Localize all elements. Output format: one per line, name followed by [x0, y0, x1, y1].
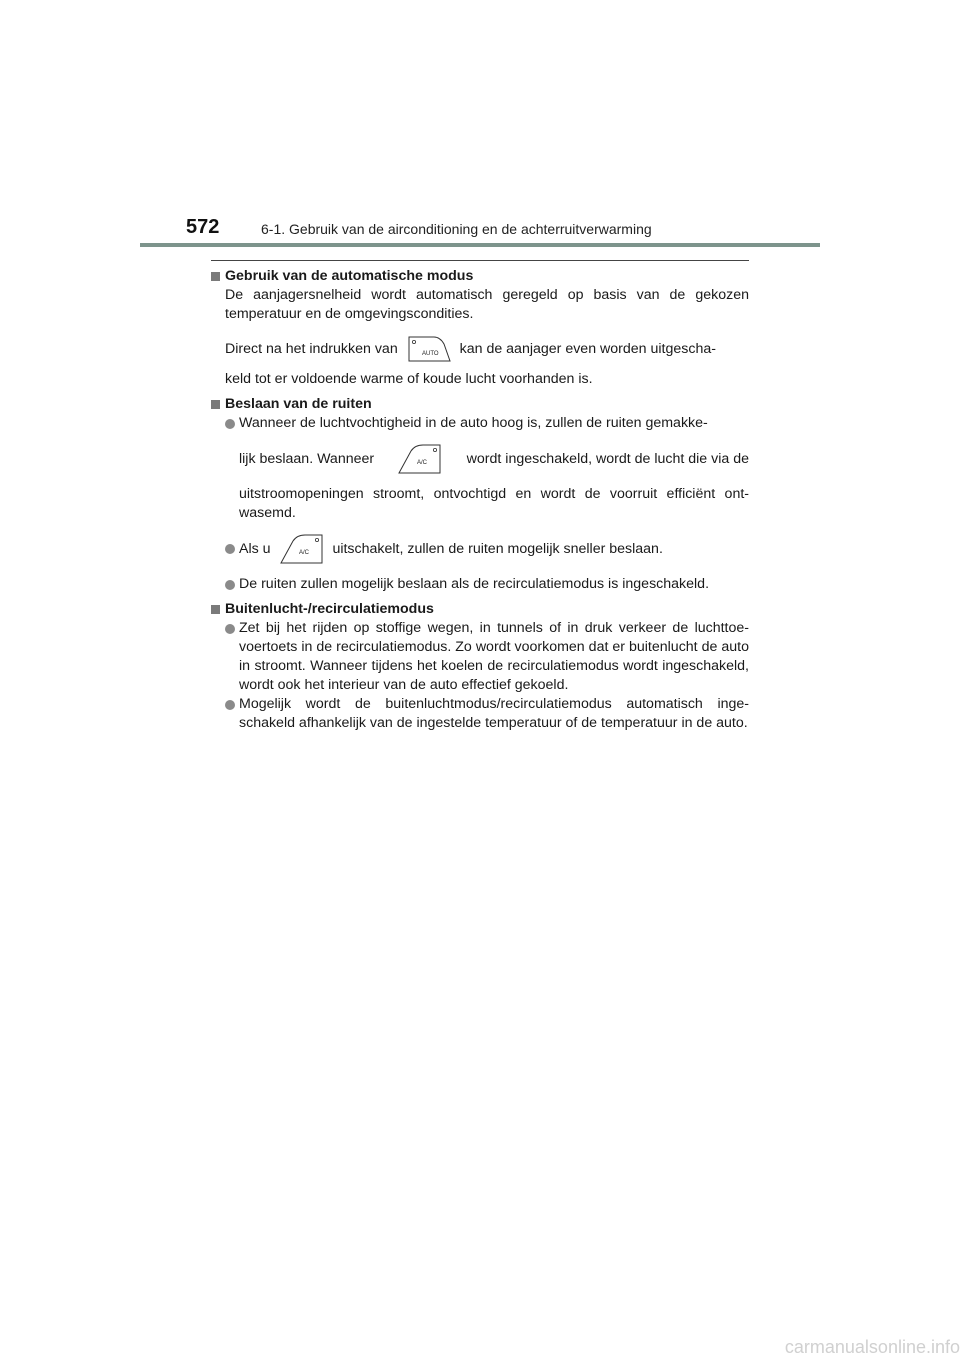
fog-bullet-1	[211, 414, 749, 523]
ac-button-icon	[279, 533, 325, 565]
recirc-bullet-2	[211, 695, 749, 733]
recirc-bullet-1	[211, 619, 749, 695]
ac-button-icon	[397, 443, 443, 475]
header-rule	[140, 243, 820, 247]
round-bullet-icon	[225, 419, 235, 429]
text: lijk beslaan. Wanneer	[239, 450, 375, 467]
content	[211, 267, 749, 733]
auto-button-icon	[406, 334, 452, 364]
round-bullet-icon	[225, 544, 235, 554]
fog-bullet-2	[211, 533, 749, 565]
section-rule	[211, 260, 749, 261]
auto-icon-label: AUTO	[421, 351, 439, 357]
heading-fogging	[211, 395, 749, 414]
header-title: 6-1. Gebruik van de airconditioning en de achterruitverwarming	[261, 221, 652, 237]
round-bullet-icon	[225, 624, 235, 634]
ac-icon-label: A/C	[417, 460, 428, 466]
page-number: 572	[186, 216, 220, 238]
text: uitschakelt, zullen de ruiten mogelijk sneller beslaan.	[332, 540, 663, 557]
text: Als u	[239, 540, 271, 557]
text: De ruiten zullen mogelijk beslaan als de recirculatiemodus is ingeschakeld.	[239, 576, 710, 592]
round-bullet-icon	[225, 700, 235, 710]
text: Wanneer de luchtvochtigheid in de auto hoog is, zullen de ruiten gemakke-	[239, 415, 708, 431]
square-bullet-icon	[211, 272, 220, 281]
round-bullet-icon	[225, 580, 235, 590]
text: Mogelijk wordt de buitenluchtmodus/recirculatiemodus automatisch inge-schakeld afhankelijk van de ingestelde temperatuur of de temperatuur in de auto.	[239, 696, 749, 731]
heading-text: Gebruik van de automatische modus	[225, 268, 474, 284]
text: kan de aanjager even worden uitgescha-	[459, 340, 716, 357]
heading-text: Buitenlucht-/recirculatiemodus	[225, 601, 434, 617]
watermark: carmanualsonline.info	[784, 1337, 960, 1357]
heading-text: Beslaan van de ruiten	[225, 396, 372, 412]
text: uitstroomopeningen stroomt, ontvochtigd en wordt de voorruit efficiënt ont-wasemd.	[239, 486, 749, 521]
text: Zet bij het rijden op stoffige wegen, in tunnels of in druk verkeer de luchttoe-voertoets in de recirculatiemodus. Zo wordt voorkomen dat er buitenlucht de auto in stroomt. Wanneer tijdens het koelen de recirculatiemodus wordt ingeschakeld, wordt ook het interieur van de auto effectief gekoeld.	[239, 620, 749, 693]
square-bullet-icon	[211, 400, 220, 409]
square-bullet-icon	[211, 605, 220, 614]
heading-auto-mode	[211, 267, 749, 286]
auto-paragraph-3: keld tot er voldoende warme of koude lucht voorhanden is.	[225, 371, 593, 387]
fog-bullet-3	[211, 575, 749, 594]
text: wordt ingeschakeld, wordt de lucht die via de	[466, 450, 749, 467]
text: Direct na het indrukken van	[225, 340, 398, 357]
auto-paragraph-1: De aanjagersnelheid wordt automatisch geregeld op basis van de gekozen temperatuur en de omgevingscondities.	[225, 287, 749, 322]
auto-paragraph-2	[211, 334, 749, 364]
heading-recirculation	[211, 600, 749, 619]
ac-icon-label: A/C	[298, 550, 309, 556]
